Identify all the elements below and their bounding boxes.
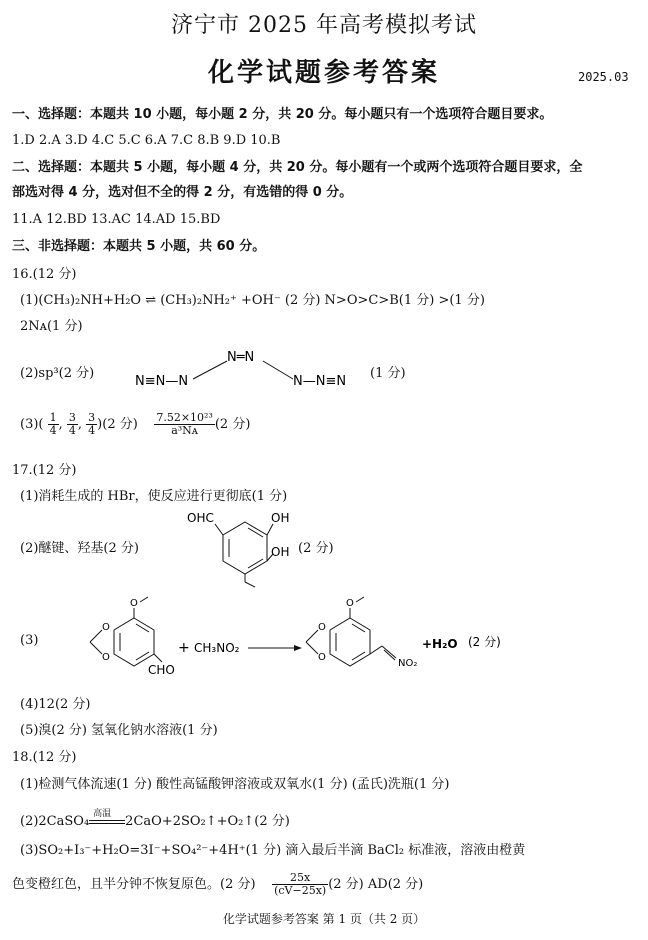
section2-heading-line1: 二、选择题：本题共 5 小题，每小题 4 分，共 20 分。每小题有一个或两个选项符合题目要求，全 <box>12 160 583 175</box>
q17-part4: (4)12(2 分) <box>20 697 91 712</box>
q17-part2-score: (2 分) <box>298 541 334 556</box>
reactant-o2-label: O <box>102 652 110 663</box>
product-o2-label: O <box>318 652 326 663</box>
fraction-2: $\frac{3}{4}$ <box>68 411 76 437</box>
q18-result-fraction: $\frac{25x}{(cV-25x)}$ <box>274 871 327 897</box>
nitromethane: CH₃NO₂ <box>194 641 240 655</box>
q17-header: 17.(12 分) <box>12 463 77 478</box>
azide-left-group: N≡N—N <box>135 374 189 389</box>
q17-part1: (1)消耗生成的 HBr，使反应进行更彻底(1 分) <box>20 489 288 504</box>
q18-part3-scores: (2 分) AD(2 分) <box>328 877 424 892</box>
fraction-1: $\frac{1}{4}$ <box>49 411 57 437</box>
q18-part1: (1)检测气体流速(1 分) 酸性高锰酸钾溶液或双氧水(1 分) (孟氏)洗瓶(1 分) <box>20 777 450 792</box>
q18-part3-line2 <box>12 870 423 900</box>
benzene-aldehyde-structure <box>185 508 305 588</box>
q16-part2-label: (2)sp³(2 分) <box>20 366 95 381</box>
oh-group-1: OH <box>271 511 290 525</box>
section1-answers: 1.D 2.A 3.D 4.C 5.C 6.A 7.C 8.B 9.D 10.B <box>12 133 281 148</box>
section3-heading: 三、非选择题：本题共 5 小题，共 60 分。 <box>12 239 266 254</box>
q16-part3: (3)( $\frac{1}{4}$ , $\frac{3}{4}$ , $\frac{3}{4}$ )(2 分) $\frac{\text{7.52×10²³}}{\text{a³Nᴀ}}$ (2 分) <box>20 411 251 437</box>
section1-heading: 一、选择题：本题共 10 小题，每小题 2 分，共 20 分。每小题只有一个选项符合题目要求。 <box>12 107 553 122</box>
azide-right-group: N—N≡N <box>293 374 347 389</box>
section2-answers: 11.A 12.BD 13.AC 14.AD 15.BD <box>12 212 221 227</box>
q16-header: 16.(12 分) <box>12 267 77 282</box>
q18-part2-reactant: (2)2CaSO₄ <box>20 814 90 829</box>
product-no2: NO₂ <box>398 658 418 669</box>
reactant-methoxy-o-label: O <box>130 598 138 609</box>
q16-part1-line1: (1)(CH₃)₂NH+H₂O ⇌ (CH₃)₂NH₂⁺ +OH⁻ (2 分) N>O>C>B(1 分) >(1 分) <box>20 293 485 308</box>
q17-part3-label: (3) <box>20 633 39 648</box>
reactant-cho: CHO <box>148 663 175 677</box>
product-o1-label: O <box>318 622 326 633</box>
oh-group-2: OH <box>271 545 290 559</box>
q17-part2-label: (2)醚键、羟基(2 分) <box>20 541 139 556</box>
q18-part2-product: 2CaO+2SO₂↑+O₂↑(2 分) <box>125 814 290 829</box>
plus-sign: + <box>178 640 190 656</box>
page-footer: 化学试题参考答案 第 1 页（共 2 页） <box>222 912 426 926</box>
q18-part3-endpoint-text: 色变橙红色，且半分钟不恢复原色。(2 分) <box>12 877 256 892</box>
q16-part2-score: (1 分) <box>370 366 406 381</box>
reactant-o1-label: O <box>102 622 110 633</box>
section2-heading-line2: 部选对得 4 分，选对但不全的得 2 分，有选错的得 0 分。 <box>12 185 353 200</box>
q16-part3-score1: )(2 分) <box>97 417 138 432</box>
q16-part3-label: (3)( <box>20 417 44 432</box>
q17-part3-score: (2 分) <box>468 635 501 649</box>
q17-part5: (5)溴(2 分) 氢氧化钠水溶液(1 分) <box>20 723 218 738</box>
exam-date: 2025.03 <box>578 70 629 84</box>
benzene-ring <box>223 522 267 574</box>
fraction-3: $\frac{3}{4}$ <box>88 411 96 437</box>
q18-header: 18.(12 分) <box>12 750 77 765</box>
density-fraction: $\frac{\text{7.52×10²³}}{\text{a³Nᴀ}}$ <box>156 411 213 437</box>
nitroaldol-reaction <box>50 596 630 680</box>
q16-part1-line2: 2Nᴀ(1 分) <box>20 319 83 334</box>
reaction-condition: 高温 <box>89 815 125 829</box>
q18-part2 <box>20 808 290 831</box>
doc-title: 化学试题参考答案 <box>207 58 440 88</box>
q16-part3-score2: (2 分) <box>214 417 251 432</box>
q18-part3-line1: (3)SO₂+I₃⁻+H₂O=3I⁻+SO₄²⁻+4H⁺(1 分) 滴入最后半滴 BaCl₂ 标准液，溶液由橙黄 <box>20 843 526 858</box>
water-product: +H₂O <box>422 637 458 651</box>
azide-top-group: N═N <box>227 350 255 365</box>
azide-chain-structure <box>135 345 375 395</box>
exam-title: 济宁市 2025 年高考模拟考试 <box>171 13 477 38</box>
product-methoxy-o-label: O <box>346 598 354 609</box>
cho-group: OHC <box>187 511 214 525</box>
